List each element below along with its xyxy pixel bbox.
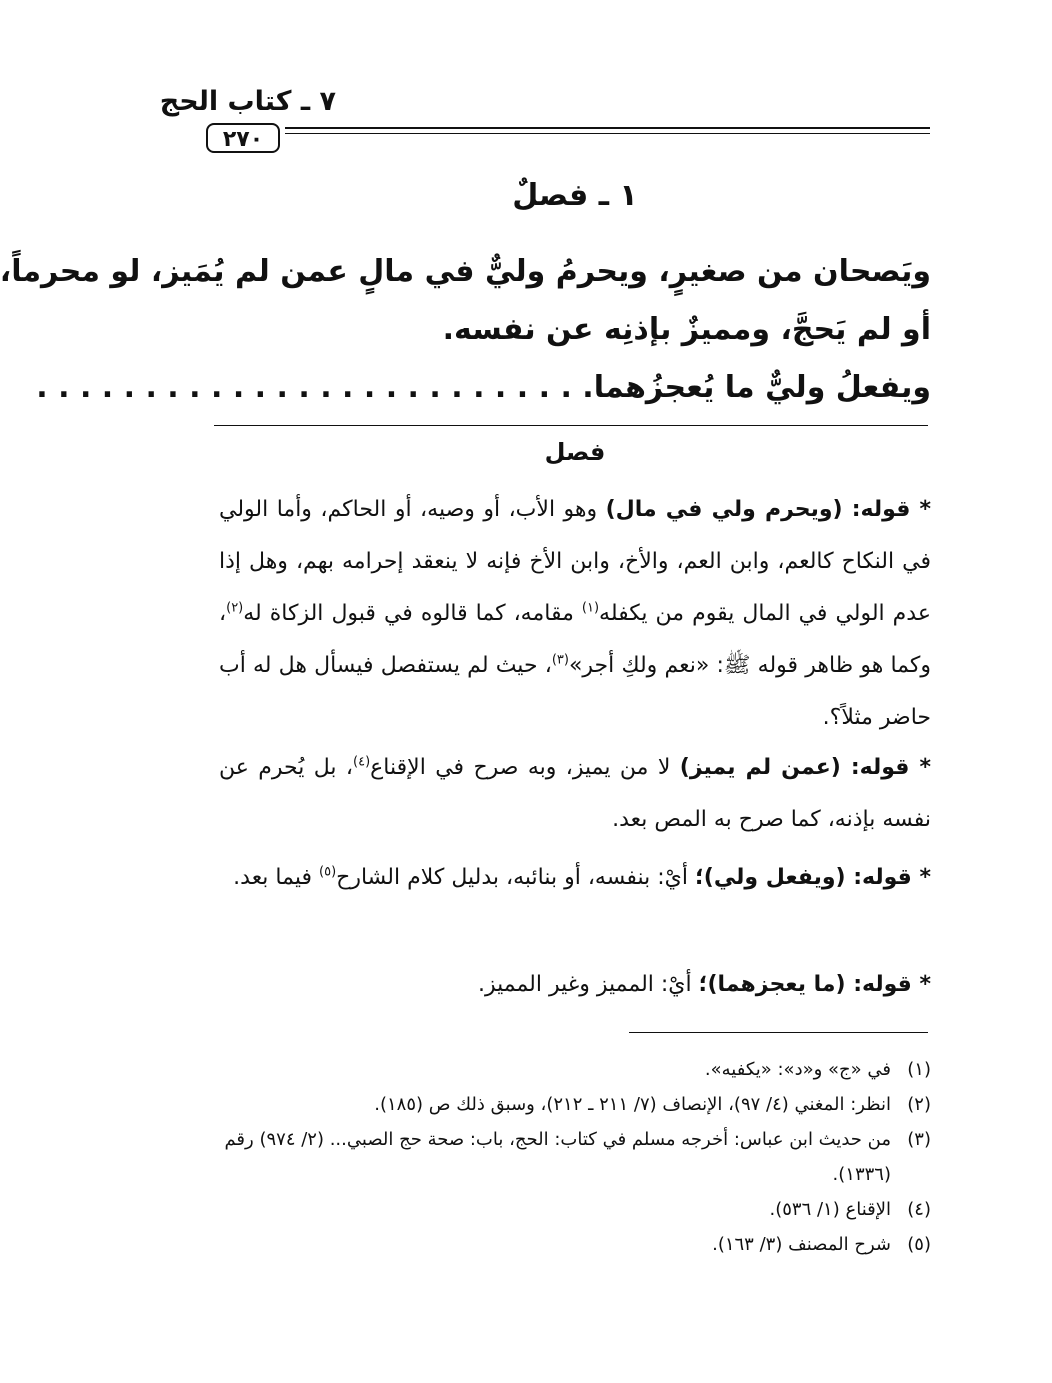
matn-sharh-divider <box>214 425 928 426</box>
footnote-ref[interactable]: (٥) <box>319 864 337 880</box>
footnote-item <box>219 1192 931 1227</box>
footnote-text: شرح المصنف (٣/ ١٦٣). <box>712 1234 891 1255</box>
quote-lead: * قوله: (عمن لم يميز) <box>679 755 931 780</box>
matn-line-2: أو لم يَحجَّ، ومميزٌ بإذنِه عن نفسه. <box>442 312 931 347</box>
sharh-paragraph-3 <box>219 852 931 904</box>
footnote-text: انظر: المغني (٤/ ٩٧)، الإنصاف (٧/ ٢١١ ـ ٢١٢)، وسبق ذلك ص (١٨٥). <box>374 1094 891 1115</box>
footnote-ref[interactable]: (٢) <box>226 600 244 616</box>
footnote-ref[interactable]: (٣) <box>551 652 569 668</box>
header-rule-thin <box>285 133 930 134</box>
footnote-text: في «ج» و«د»: «يكفيه». <box>704 1059 891 1080</box>
footnote-separator <box>629 1032 928 1033</box>
page-number-box: ٢٧٠ <box>206 123 280 153</box>
para-text: أيْ: المميز وغير المميز. <box>477 972 699 997</box>
matn-line-3 <box>36 368 931 408</box>
footnote-ref[interactable]: (١) <box>581 600 600 616</box>
footnote-number: (٥) <box>907 1234 931 1255</box>
para-text: لا من يميز، وبه صرح في الإقناع <box>370 755 680 780</box>
footnote-number: (١) <box>907 1059 931 1080</box>
sharh-paragraph-4 <box>219 959 931 1011</box>
footnote-number: (٤) <box>907 1199 931 1220</box>
quote-lead: * قوله: (ويحرم ولي في مال) <box>605 497 932 522</box>
matn-line-1: ويَصحان من صغيرٍ، ويحرمُ وليٌّ في مالٍ عمن لم يُمَيز، لو محرماً، <box>0 254 931 289</box>
footnote-item <box>219 1227 931 1262</box>
sharh-title: فصل <box>544 438 606 466</box>
matn-line-3-dots: . . . . . . . . . . . . . . . . . . . . . . . . . . <box>36 370 594 405</box>
sharh-paragraph-2 <box>219 742 931 846</box>
section-title: ١ ـ فصلٌ <box>512 178 638 213</box>
para-text: ، حيث لم يستفصل فيسأل هل له أب حاضر مثلاً؟. <box>219 653 931 730</box>
footnote-item <box>219 1087 931 1122</box>
matn-line-3-text: ويفعلُ وليٌّ ما يُعجزُهما <box>593 370 931 405</box>
para-text: فيما بعد. <box>233 865 319 890</box>
para-text: مقامه، كما قالوه في قبول الزكاة له <box>243 601 582 626</box>
footnote-text: الإقناع (١/ ٥٣٦). <box>769 1199 891 1220</box>
running-head-title: ٧ ـ كتاب الحج <box>159 86 336 117</box>
sharh-paragraph-1 <box>219 484 931 744</box>
footnote-item <box>219 1122 931 1192</box>
para-text: وهو الأب، أو وصيه، أو الحاكم، وأما الولي في النكاح كالعم، وابن العم، والأخ، وابن الأخ فإنه لا ينعقد إحرامه بهم، وهل إذا عدم الولي في المال يقوم من يكفله <box>219 497 931 626</box>
footnote-number: (٣) <box>907 1129 931 1150</box>
quote-lead: * قوله: (ويفعل ولي)؛ <box>694 865 931 890</box>
para-text: أيْ: بنفسه، أو بنائبه، بدليل كلام الشارح <box>336 865 695 890</box>
footnote-number: (٢) <box>907 1094 931 1115</box>
para-text: ، وكما هو ظاهر قوله ﷺ: «نعم ولكِ أجر» <box>219 601 931 678</box>
footnote-text: من حديث ابن عباس: أخرجه مسلم في كتاب: الحج، باب: صحة حج الصبي... (٢/ ٩٧٤) رقم (١٣٣٦). <box>224 1129 891 1185</box>
footnote-item <box>219 1052 931 1087</box>
footnote-ref[interactable]: (٤) <box>353 754 371 770</box>
header-rule <box>285 127 930 129</box>
quote-lead: * قوله: (ما يعجزهما)؛ <box>698 972 931 997</box>
para-text: ، بل يُحرم عن نفسه بإذنه، كما صرح به المص بعد. <box>219 755 931 832</box>
footnotes-list <box>219 1052 931 1262</box>
